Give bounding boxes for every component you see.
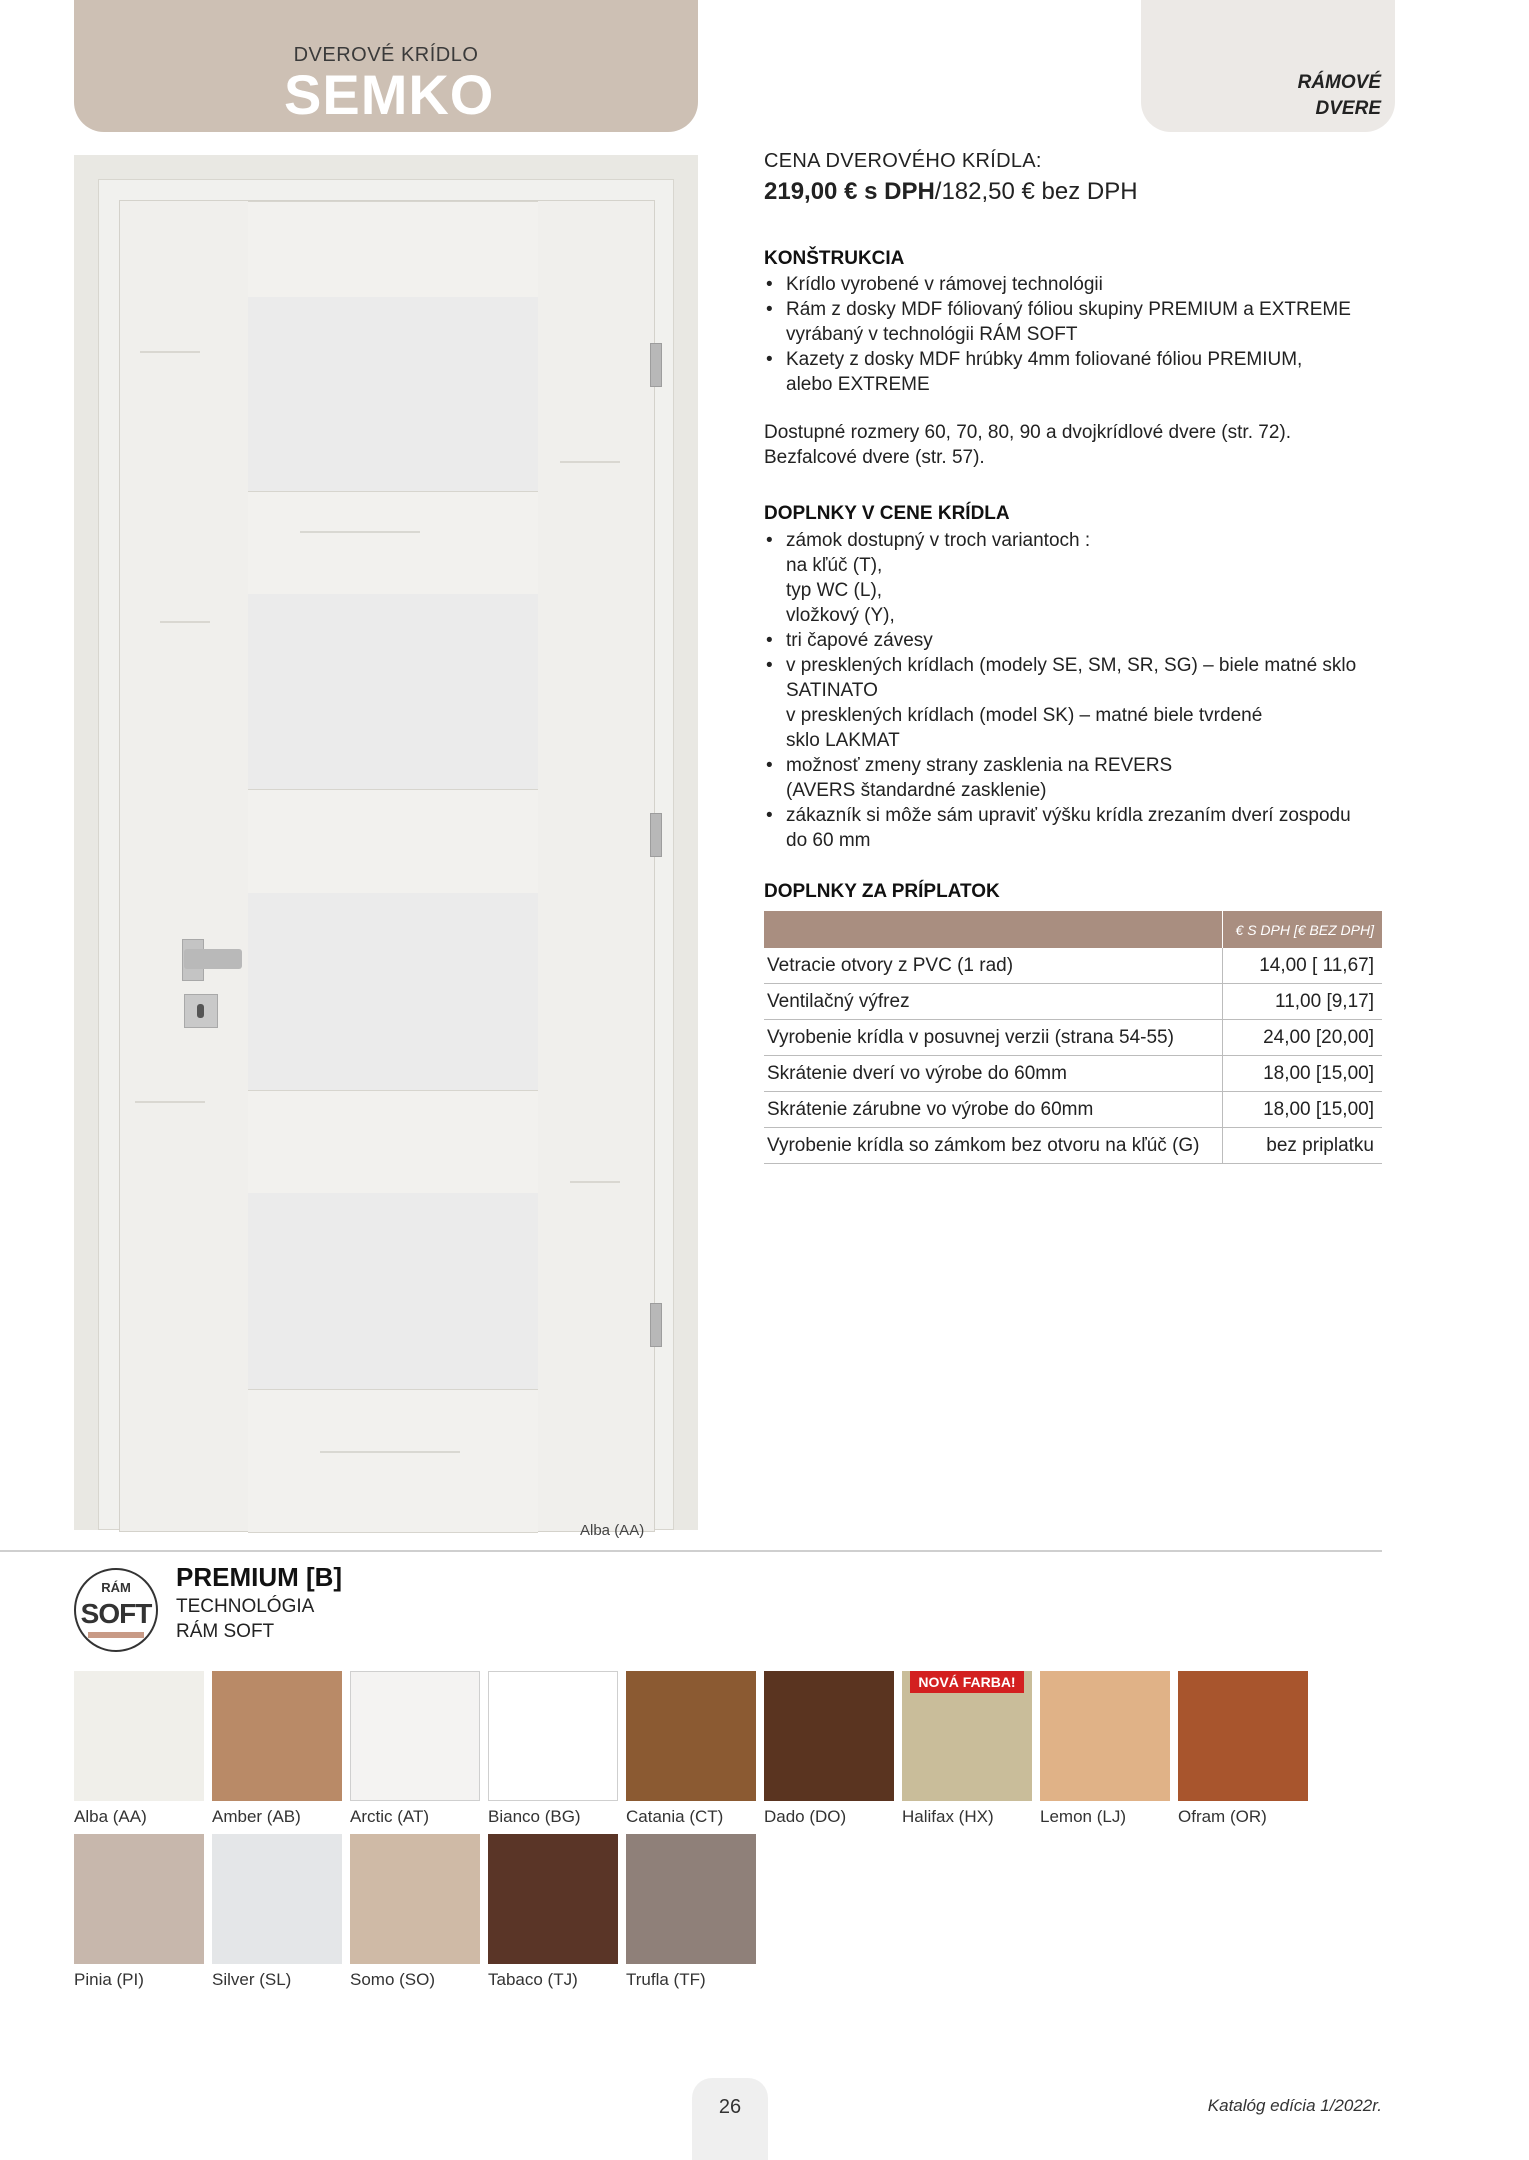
premium-subtitle: TECHNOLÓGIA RÁM SOFT [176,1596,315,1642]
list-item: sklo LAKMAT [786,730,900,751]
premium-title: PREMIUM [B] [176,1562,343,1592]
color-swatch-label: Silver (SL) [212,1970,292,1989]
table-row: Vyrobenie krídla v posuvnej verzii (strana 54-55) 24,00 [20,00] [764,1020,1382,1056]
hinge-icon [650,813,662,857]
color-swatch [212,1671,342,1801]
list-item: na kľúč (T), [786,555,883,576]
ram-soft-logo-icon: RÁM SOFT [74,1568,158,1652]
door-rail [248,789,538,894]
extras-heading: DOPLNKY ZA PRÍPLATOK [764,881,1000,902]
table-row: Skrátenie dverí vo výrobe do 60mm 18,00 [15,00] [764,1056,1382,1092]
table-row: Vyrobenie krídla so zámkom bez otvoru na kľúč (G) bez priplatku [764,1128,1382,1164]
door-glass-panel [248,594,538,789]
door-rail [248,201,538,298]
color-swatch [626,1834,756,1964]
color-swatch-label: Dado (DO) [764,1807,847,1826]
color-swatch [350,1671,480,1801]
table-row: Ventilačný výfrez 11,00 [9,17] [764,984,1382,1020]
catalog-edition: Katalóg edícia 1/2022r. [1207,2096,1382,2115]
door-glass-panel [248,1193,538,1389]
new-color-badge: NOVÁ FARBA! [910,1671,1024,1693]
door-stile-right [537,201,654,1531]
door-rail [248,491,538,595]
color-swatch [488,1671,618,1801]
construction-list [764,272,1404,397]
list-item: • zámok dostupný v troch variantoch : [764,528,1404,553]
color-swatch [74,1671,204,1801]
list-item: vyrábaný v technológii RÁM SOFT [786,324,1078,345]
color-swatch-label: Somo (SO) [350,1970,436,1989]
door-glass-panel [248,893,538,1090]
color-swatch [74,1834,204,1964]
list-item: do 60 mm [786,830,871,851]
door-leaf [119,200,655,1532]
color-swatch-label: Halifax (HX) [902,1807,994,1826]
hinge-icon [650,343,662,387]
door-image [74,155,698,1530]
table-row: Vetracie otvory z PVC (1 rad) 14,00 [ 11,67] [764,948,1382,984]
color-swatch [1178,1671,1308,1801]
door-rail [248,1389,538,1533]
header-title-tab [74,0,698,132]
color-swatch-label: Ofram (OR) [1178,1807,1267,1826]
product-title: SEMKO [284,63,495,126]
list-item: • v presklených krídlach (modely SE, SM, SR, SG) – biele matné sklo [764,653,1404,678]
price-column-header: € S DPH [€ BEZ DPH] [1223,911,1383,948]
included-heading: DOPLNKY V CENE KRÍDLA [764,503,1010,524]
category-label: RÁMOVÉ DVERE [1297,72,1381,119]
list-item: • možnosť zmeny strany zasklenia na REVERS [764,753,1404,778]
color-swatch-label: Pinia (PI) [74,1970,144,1989]
included-list [764,528,1404,853]
list-item: • tri čapové závesy [764,628,1404,653]
price-label: CENA DVEROVÉHO KRÍDLA: [764,150,1042,172]
color-swatch-label: Lemon (LJ) [1040,1807,1126,1826]
color-swatch [764,1671,894,1801]
hinge-icon [650,1303,662,1347]
color-swatch-label: Arctic (AT) [350,1807,430,1826]
color-swatch [212,1834,342,1964]
list-item: • Krídlo vyrobené v rámovej technológii [764,272,1404,297]
color-swatch [488,1834,618,1964]
dimensions-note: Dostupné rozmery 60, 70, 80, 90 a dvojkrídlové dvere (str. 72). Bezfalcové dvere (str. 57). [764,422,1291,468]
list-item: vložkový (Y), [786,605,895,626]
color-swatch-label: Tabaco (TJ) [488,1970,578,1989]
list-item: • Rám z dosky MDF fóliovaný fóliou skupiny PREMIUM a EXTREME [764,297,1404,322]
section-divider [0,1550,1382,1552]
color-swatch [626,1671,756,1801]
list-item: SATINATO [786,680,878,701]
color-swatch [350,1834,480,1964]
color-swatch-label: Catania (CT) [626,1807,724,1826]
keyhole-icon [184,994,218,1028]
color-swatch-label: Alba (AA) [74,1807,147,1826]
list-item: typ WC (L), [786,580,883,601]
list-item: • zákazník si môže sám upraviť výšku krídla zrezaním dverí zospodu [764,803,1404,828]
color-swatch-label: Bianco (BG) [488,1807,581,1826]
construction-heading: KONŠTRUKCIA [764,248,905,269]
page-number: 26 [718,2096,742,2118]
color-swatch [1040,1671,1170,1801]
extras-table [764,911,1382,1164]
door-handle-icon [184,949,242,969]
category-tab [1141,0,1395,132]
list-item: v presklených krídlach (model SK) – matné biele tvrdené [786,705,1263,726]
color-swatch-label: Amber (AB) [212,1807,301,1826]
door-rail [248,1090,538,1194]
door-caption: Alba (AA) [580,1522,645,1539]
color-swatch-label: Trufla (TF) [626,1970,706,1989]
table-header-row [764,911,1382,948]
list-item: • Kazety z dosky MDF hrúbky 4mm foliované fóliou PREMIUM, [764,347,1404,372]
door-stile-left [120,201,249,1531]
page-number-tab [692,2078,768,2160]
list-item: alebo EXTREME [786,374,930,395]
table-row: Skrátenie zárubne vo výrobe do 60mm 18,00 [15,00] [764,1092,1382,1128]
list-item: (AVERS štandardné zasklenie) [786,780,1047,801]
product-type: DVEROVÉ KRÍDLO [293,44,479,66]
door-glass-panel [248,297,538,491]
price-value: 219,00 € s DPH/182,50 € bez DPH [764,178,1138,205]
